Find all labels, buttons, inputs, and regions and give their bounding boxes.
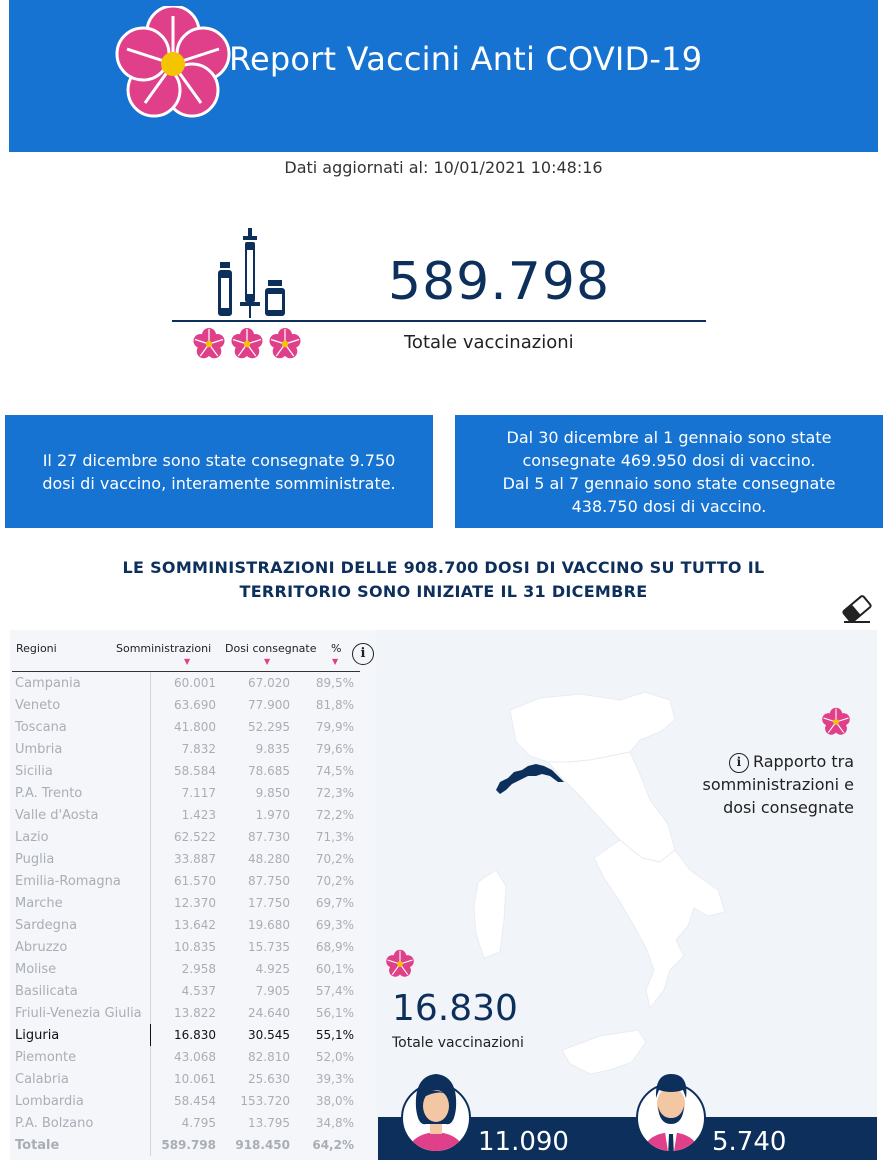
- last-updated: [0, 158, 887, 177]
- flower-icon: [820, 706, 852, 738]
- doses-cell: 30.545: [248, 1028, 290, 1042]
- percent-cell: 79,6%: [315, 742, 354, 756]
- page-title: Report Vaccini Anti COVID-19: [229, 40, 703, 78]
- column-header-administrations[interactable]: Somministrazioni: [116, 642, 212, 655]
- doses-cell: 77.900: [248, 698, 290, 712]
- updated-value: 10/01/2021 10:48:16: [433, 158, 603, 177]
- header-banner: [9, 0, 878, 152]
- sort-arrow-icon[interactable]: ▼: [332, 657, 339, 666]
- administrations-cell: 2.958: [181, 962, 216, 976]
- administrations-cell: 33.887: [174, 852, 216, 866]
- region-name-cell: Campania: [15, 676, 81, 691]
- table-row[interactable]: [0, 739, 370, 761]
- legend-text: dosi consegnate: [723, 798, 854, 817]
- administrations-cell: 43.068: [174, 1050, 216, 1064]
- region-name-cell: Abruzzo: [15, 940, 68, 955]
- table-row[interactable]: [0, 695, 370, 717]
- info-box-text: Il 27 dicembre sono state consegnate 9.750 dosi di vaccino, interamente somministrate.: [42, 450, 396, 493]
- administrations-cell: 10.061: [174, 1072, 216, 1086]
- table-row[interactable]: [0, 849, 370, 871]
- table-row[interactable]: [0, 673, 370, 695]
- administrations-cell: 62.522: [174, 830, 216, 844]
- table-row[interactable]: [0, 805, 370, 827]
- percent-cell: 52,0%: [315, 1050, 354, 1064]
- region-name-cell: Sicilia: [15, 764, 53, 779]
- section-headline: [60, 556, 827, 604]
- percent-cell: 71,3%: [315, 830, 354, 844]
- info-box-text: Dal 30 dicembre al 1 gennaio sono state consegnate 469.950 dosi di vaccino.: [506, 427, 832, 470]
- legend-text: Rapporto tra: [752, 752, 854, 771]
- percent-cell: 57,4%: [315, 984, 354, 998]
- table-row[interactable]: [0, 1091, 370, 1113]
- percent-cell: 74,5%: [315, 764, 354, 778]
- administrations-cell: 13.642: [174, 918, 216, 932]
- table-row[interactable]: [0, 1003, 370, 1025]
- map-region-sicilia: [562, 1030, 646, 1074]
- percent-cell: 34,8%: [315, 1116, 354, 1130]
- percent-cell: 81,8%: [315, 698, 354, 712]
- percent-cell: 38,0%: [315, 1094, 354, 1108]
- percent-cell: 79,9%: [315, 720, 354, 734]
- percent-cell: 39,3%: [315, 1072, 354, 1086]
- administrations-cell: 61.570: [174, 874, 216, 888]
- table-total-row: [0, 1135, 370, 1157]
- table-row[interactable]: [0, 1025, 370, 1047]
- total-vaccinations-number: 589.798: [388, 252, 611, 312]
- percent-cell: 89,5%: [315, 676, 354, 690]
- region-name-cell: Totale: [15, 1138, 60, 1153]
- region-vaccinations-label: Totale vaccinazioni: [392, 1035, 524, 1051]
- table-row[interactable]: [0, 827, 370, 849]
- table-row[interactable]: [0, 937, 370, 959]
- doses-cell: 24.640: [248, 1006, 290, 1020]
- updated-label: Dati aggiornati al:: [284, 158, 429, 177]
- doses-cell: 7.905: [255, 984, 290, 998]
- percent-cell: 70,2%: [315, 874, 354, 888]
- percent-cell: 69,7%: [315, 896, 354, 910]
- region-name-cell: Liguria: [15, 1028, 60, 1043]
- flower-icon: [384, 948, 416, 980]
- administrations-cell: 589.798: [161, 1138, 216, 1152]
- info-icon[interactable]: i: [352, 643, 374, 665]
- doses-cell: 9.835: [255, 742, 290, 756]
- percent-cell: 69,3%: [315, 918, 354, 932]
- region-name-cell: Emilia-Romagna: [15, 874, 121, 889]
- info-icon[interactable]: i: [729, 753, 749, 773]
- doses-cell: 19.680: [248, 918, 290, 932]
- doses-cell: 52.295: [248, 720, 290, 734]
- sort-arrow-icon[interactable]: ▼: [264, 657, 271, 666]
- table-row[interactable]: [0, 915, 370, 937]
- administrations-cell: 10.835: [174, 940, 216, 954]
- info-box-delivery-dec27: [5, 415, 433, 528]
- doses-cell: 9.850: [255, 786, 290, 800]
- info-box-text: Dal 5 al 7 gennaio sono state consegnate 438.750 dosi di vaccino.: [502, 473, 836, 516]
- table-row[interactable]: [0, 761, 370, 783]
- doses-cell: 1.970: [255, 808, 290, 822]
- region-name-cell: Basilicata: [15, 984, 78, 999]
- column-header-percent[interactable]: %: [331, 642, 342, 655]
- eraser-icon[interactable]: [840, 594, 874, 624]
- sort-arrow-icon[interactable]: ▼: [184, 657, 191, 666]
- vaccine-icon: [214, 228, 286, 320]
- administrations-cell: 1.423: [181, 808, 216, 822]
- region-name-cell: P.A. Trento: [15, 786, 83, 801]
- table-row[interactable]: [0, 871, 370, 893]
- doses-cell: 13.795: [248, 1116, 290, 1130]
- flower-row-icon: [190, 326, 304, 362]
- doses-cell: 25.630: [248, 1072, 290, 1086]
- doses-cell: 48.280: [248, 852, 290, 866]
- region-name-cell: Marche: [15, 896, 63, 911]
- region-name-cell: Piemonte: [15, 1050, 77, 1065]
- administrations-cell: 60.001: [174, 676, 216, 690]
- primula-flower-icon: [113, 6, 233, 122]
- region-name-cell: Lazio: [15, 830, 49, 845]
- percent-cell: 60,1%: [315, 962, 354, 976]
- region-name-cell: Sardegna: [15, 918, 78, 933]
- male-avatar-icon: [635, 1068, 707, 1154]
- administrations-cell: 7.117: [181, 786, 216, 800]
- administrations-cell: 58.454: [174, 1094, 216, 1108]
- percent-cell: 56,1%: [315, 1006, 354, 1020]
- administrations-cell: 7.832: [181, 742, 216, 756]
- administrations-cell: 16.830: [174, 1028, 216, 1042]
- administrations-cell: 13.822: [174, 1006, 216, 1020]
- header-divider: [12, 671, 360, 672]
- selected-row-marker: [150, 1024, 151, 1046]
- percent-cell: 72,2%: [315, 808, 354, 822]
- region-name-cell: Molise: [15, 962, 57, 977]
- percent-cell: 72,3%: [315, 786, 354, 800]
- percent-cell: 64,2%: [312, 1138, 354, 1152]
- region-name-cell: Calabria: [15, 1072, 69, 1087]
- percent-cell: 68,9%: [315, 940, 354, 954]
- doses-cell: 17.750: [248, 896, 290, 910]
- column-header-region[interactable]: Regioni: [16, 642, 57, 655]
- headline-line: TERRITORIO SONO INIZIATE IL 31 DICEMBRE: [239, 582, 648, 601]
- map-region-south: [594, 840, 725, 1008]
- table-row[interactable]: [0, 1047, 370, 1069]
- male-vaccinations-count: 5.740: [712, 1127, 787, 1157]
- doses-cell: 78.685: [248, 764, 290, 778]
- administrations-cell: 4.795: [181, 1116, 216, 1130]
- doses-cell: 87.750: [248, 874, 290, 888]
- region-name-cell: Toscana: [15, 720, 67, 735]
- table-row[interactable]: [0, 1113, 370, 1135]
- table-row[interactable]: [0, 959, 370, 981]
- region-name-cell: Friuli-Venezia Giulia: [15, 1006, 142, 1021]
- doses-cell: 82.810: [248, 1050, 290, 1064]
- doses-cell: 87.730: [248, 830, 290, 844]
- region-name-cell: Puglia: [15, 852, 55, 867]
- region-name-cell: Veneto: [15, 698, 61, 713]
- legend-text: somministrazioni e: [702, 775, 854, 794]
- region-name-cell: Umbria: [15, 742, 63, 757]
- administrations-cell: 58.584: [174, 764, 216, 778]
- doses-cell: 153.720: [240, 1094, 290, 1108]
- administrations-cell: 12.370: [174, 896, 216, 910]
- female-vaccinations-count: 11.090: [478, 1127, 569, 1157]
- percent-cell: 55,1%: [315, 1028, 354, 1042]
- administrations-cell: 63.690: [174, 698, 216, 712]
- region-name-cell: P.A. Bolzano: [15, 1116, 94, 1131]
- region-name-cell: Valle d'Aosta: [15, 808, 99, 823]
- administrations-cell: 4.537: [181, 984, 216, 998]
- doses-cell: 15.735: [248, 940, 290, 954]
- table-row[interactable]: [0, 893, 370, 915]
- column-header-doses[interactable]: Dosi consegnate: [225, 642, 317, 655]
- table-row[interactable]: [0, 783, 370, 805]
- total-vaccinations-label: Totale vaccinazioni: [404, 332, 574, 353]
- divider: [172, 320, 706, 322]
- table-row[interactable]: [0, 717, 370, 739]
- administrations-cell: 41.800: [174, 720, 216, 734]
- info-box-delivery-jan: [455, 415, 883, 528]
- female-avatar-icon: [400, 1068, 472, 1154]
- map-region-north: [510, 692, 675, 762]
- table-row[interactable]: [0, 981, 370, 1003]
- doses-cell: 67.020: [248, 676, 290, 690]
- map-region-sardegna: [474, 870, 506, 958]
- region-name-cell: Lombardia: [15, 1094, 84, 1109]
- headline-line: LE SOMMINISTRAZIONI DELLE 908.700 DOSI DI VACCINO SU TUTTO IL: [122, 558, 765, 577]
- doses-cell: 918.450: [235, 1138, 290, 1152]
- region-vaccinations-number: 16.830: [392, 988, 518, 1029]
- table-row[interactable]: [0, 1069, 370, 1091]
- percent-cell: 70,2%: [315, 852, 354, 866]
- doses-cell: 4.925: [255, 962, 290, 976]
- map-legend: [690, 750, 854, 819]
